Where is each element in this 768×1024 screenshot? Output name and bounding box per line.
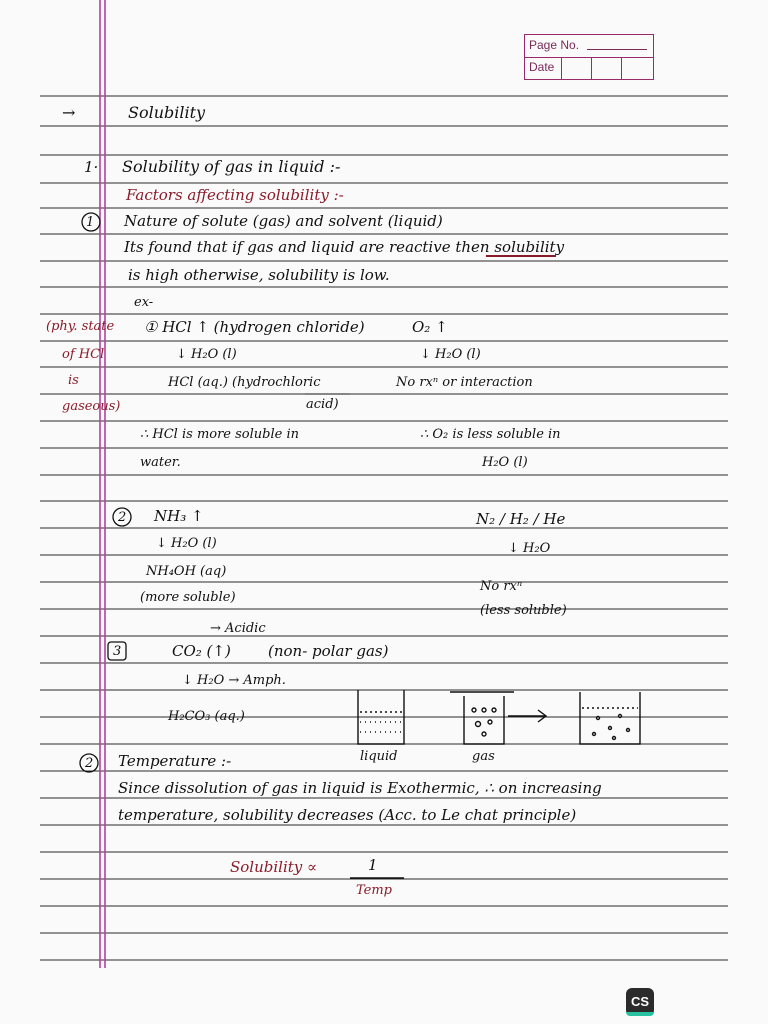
relation-left: Solubility ∝ [230,858,318,876]
hcl-arrow: ↓ H₂O (l) [176,347,237,362]
o2-conclusion: ∴ O₂ is less soluble in [420,427,561,442]
side-note-line3: is [68,373,79,388]
point1-line2-end: then solubility [450,238,565,256]
reactive-word: reactive [389,238,451,256]
o2-product: No rxⁿ or interaction [396,375,533,390]
date-label: Date [529,60,555,74]
co2-arrow: ↓ H₂O → Amph. [182,673,286,688]
arrow-icon [508,710,546,722]
title-arrow: → [62,103,76,122]
point1-line3: is high otherwise, solubility is low. [128,266,390,284]
beaker-gas-label: gas [472,749,495,764]
side-note-line1: (phy. state [46,319,115,334]
page-title: Solubility [128,103,206,122]
example3-marker: 3 [113,644,122,659]
relation-numerator: 1 [368,856,378,874]
page-meta-box [524,34,654,80]
section2-marker: 2 [85,756,94,771]
gases-line: N₂ / H₂ / He [476,510,566,528]
relation-denominator: Temp [356,883,393,898]
hcl-product: HCl (aq.) (hydrochloric [168,375,321,390]
beaker-gas-icon [450,692,514,744]
point1-line2 [124,238,564,256]
o2-line: O₂ ↑ [412,318,448,336]
section2-line1: Since dissolution of gas in liquid is Exothermic, ∴ on increasing [118,779,602,797]
side-note-line4: gaseous) [62,399,121,414]
beaker-mixed-icon [580,692,640,744]
factors-heading: Factors affecting solubility :- [126,186,344,204]
margin-lines [100,0,105,968]
example2-marker: 2 [118,510,127,525]
section2-heading: Temperature :- [118,752,232,770]
co2-note: (non- polar gas) [268,642,389,660]
page-no-row [525,35,653,58]
o2-arrow: ↓ H₂O (l) [420,347,481,362]
camscanner-logo: CS [626,988,654,1016]
point1-line1: Nature of solute (gas) and solvent (liquid) [124,212,443,230]
o2-conclusion-2: H₂O (l) [482,455,528,470]
hcl-conclusion: ∴ HCl is more soluble in [140,427,299,442]
co2-product: H₂CO₃ (aq.) [168,709,245,724]
section2-line2: temperature, solubility decreases (Acc. to Le chat principle) [118,806,577,824]
nh3-arrow: ↓ H₂O (l) [156,536,217,551]
hcl-product-2: acid) [306,397,339,412]
page-no-label: Page No. [529,38,580,52]
nh3-product: NH₄OH (aq) [146,564,227,579]
co2-line: CO₂ (↑) [172,642,231,660]
gases-product: No rxⁿ [480,579,523,594]
gases-note: (less soluble) [480,603,567,618]
beaker-liquid-label: liquid [360,749,398,764]
nh3-note: (more soluble) [140,590,236,605]
acidic-label: → Acidic [210,621,266,636]
section1-number: 1· [84,158,99,176]
nh3-line: NH₃ ↑ [154,507,204,525]
side-note-line2: of HCl [62,347,105,362]
section1-heading: Solubility of gas in liquid :- [122,157,341,176]
date-row [525,57,653,79]
hcl-conclusion-2: water. [140,455,181,470]
point1-line2-start: Its found that if gas and liquid are [124,238,390,256]
hcl-line: ① HCl ↑ (hydrogen chloride) [144,318,365,336]
point1-marker: 1 [86,215,95,230]
gases-arrow: ↓ H₂O [508,541,551,556]
example-label: ex- [134,295,154,310]
